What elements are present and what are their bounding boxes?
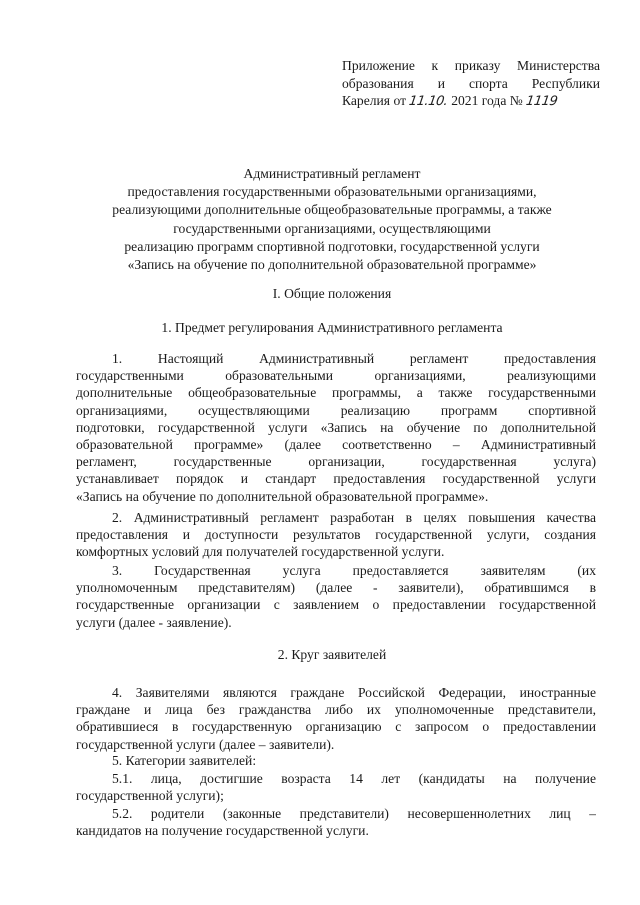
- text-line: государственные организации с заявлением о предоставлении государственной: [76, 597, 596, 613]
- paragraph-2: [76, 509, 596, 561]
- text-line: услуги (далее - заявление).: [76, 614, 232, 630]
- header-line-date: [342, 92, 600, 111]
- text-line: 1. Настоящий Административный регламент предоставления: [112, 351, 596, 366]
- title-line: реализацию программ спортивной подготовки, государственной услуги: [124, 238, 540, 254]
- paragraph-4: [76, 684, 596, 753]
- paragraph-5-2: [76, 805, 596, 839]
- text-line: устанавливает порядок и стандарт предоставления государственной услуги: [76, 471, 596, 487]
- paragraph-1: [76, 350, 596, 505]
- text-line: кандидатов на получение государственной услуги.: [76, 823, 369, 839]
- handwritten-number: 1119: [525, 94, 559, 109]
- text-line: предоставления и доступности результатов государственной услуги, создания: [76, 527, 596, 543]
- handwritten-date: 11.10.: [408, 94, 449, 109]
- paragraph-5-1: [76, 770, 596, 804]
- text-line: 5. Категории заявителей:: [112, 753, 257, 768]
- header-line: образования и спорта Республики: [342, 75, 600, 91]
- text-line: 5.2. родители (законные представители) несовершеннолетних лиц –: [112, 806, 596, 821]
- title-line: реализующими дополнительные общеобразовательные программы, а также: [112, 202, 552, 218]
- section-title: I. Общие положения: [272, 286, 392, 301]
- title-line: государственными организациями, осуществляющими: [173, 220, 491, 236]
- text-line: 4. Заявителями являются граждане Российской Федерации, иностранные: [112, 685, 596, 700]
- header-prefix: Карелия от: [342, 93, 407, 108]
- text-line: подготовки, государственной услуги «Запись на обучение по дополнительной: [76, 419, 596, 435]
- text-line: обратившиеся в государственную организацию с запросом о предоставлении: [76, 719, 596, 735]
- paragraph-5: [76, 752, 596, 769]
- subsection-title: 2. Круг заявителей: [277, 647, 387, 662]
- text-line: 2. Административный регламент разработан в целях повышения качества: [112, 510, 596, 525]
- title-line: Административный регламент: [243, 166, 421, 181]
- header-mid: 2021 года №: [451, 93, 523, 108]
- text-line: регламент, государственные организации, государственная услуга): [76, 454, 596, 470]
- text-line: государственной услуги);: [76, 788, 224, 804]
- text-line: 5.1. лица, достигшие возраста 14 лет (кандидаты на получение: [112, 771, 596, 786]
- text-line: образовательной программе» (далее соответственно – Административный: [76, 437, 596, 453]
- text-line: государственной услуги (далее – заявители).: [76, 736, 335, 752]
- text-line: граждане и лица без гражданства либо их уполномоченные представители,: [76, 702, 596, 718]
- text-line: комфортных условий для получателей государственной услуги.: [76, 544, 445, 560]
- text-line: «Запись на обучение по дополнительной образовательной программе».: [76, 488, 489, 504]
- text-line: государственными образовательными организациями, реализующими: [76, 368, 596, 384]
- header-line: Приложение к приказу Министерства: [342, 58, 600, 73]
- appendix-header: [342, 57, 600, 111]
- subsection-title: 1. Предмет регулирования Административного регламента: [161, 320, 503, 335]
- title-line: предоставления государственными образовательными организациями,: [127, 184, 537, 200]
- text-line: дополнительные общеобразовательные программы, а также государственными: [76, 385, 596, 401]
- title-line: «Запись на обучение по дополнительной образовательной программе»: [127, 257, 537, 273]
- paragraph-3: [76, 562, 596, 631]
- text-line: уполномоченным представителям) (далее - заявители), обратившимся в: [76, 580, 596, 596]
- text-line: 3. Государственная услуга предоставляется заявителям (их: [112, 563, 596, 578]
- text-line: организациями, осуществляющими реализацию программ спортивной: [76, 402, 596, 418]
- document-title: [72, 165, 592, 274]
